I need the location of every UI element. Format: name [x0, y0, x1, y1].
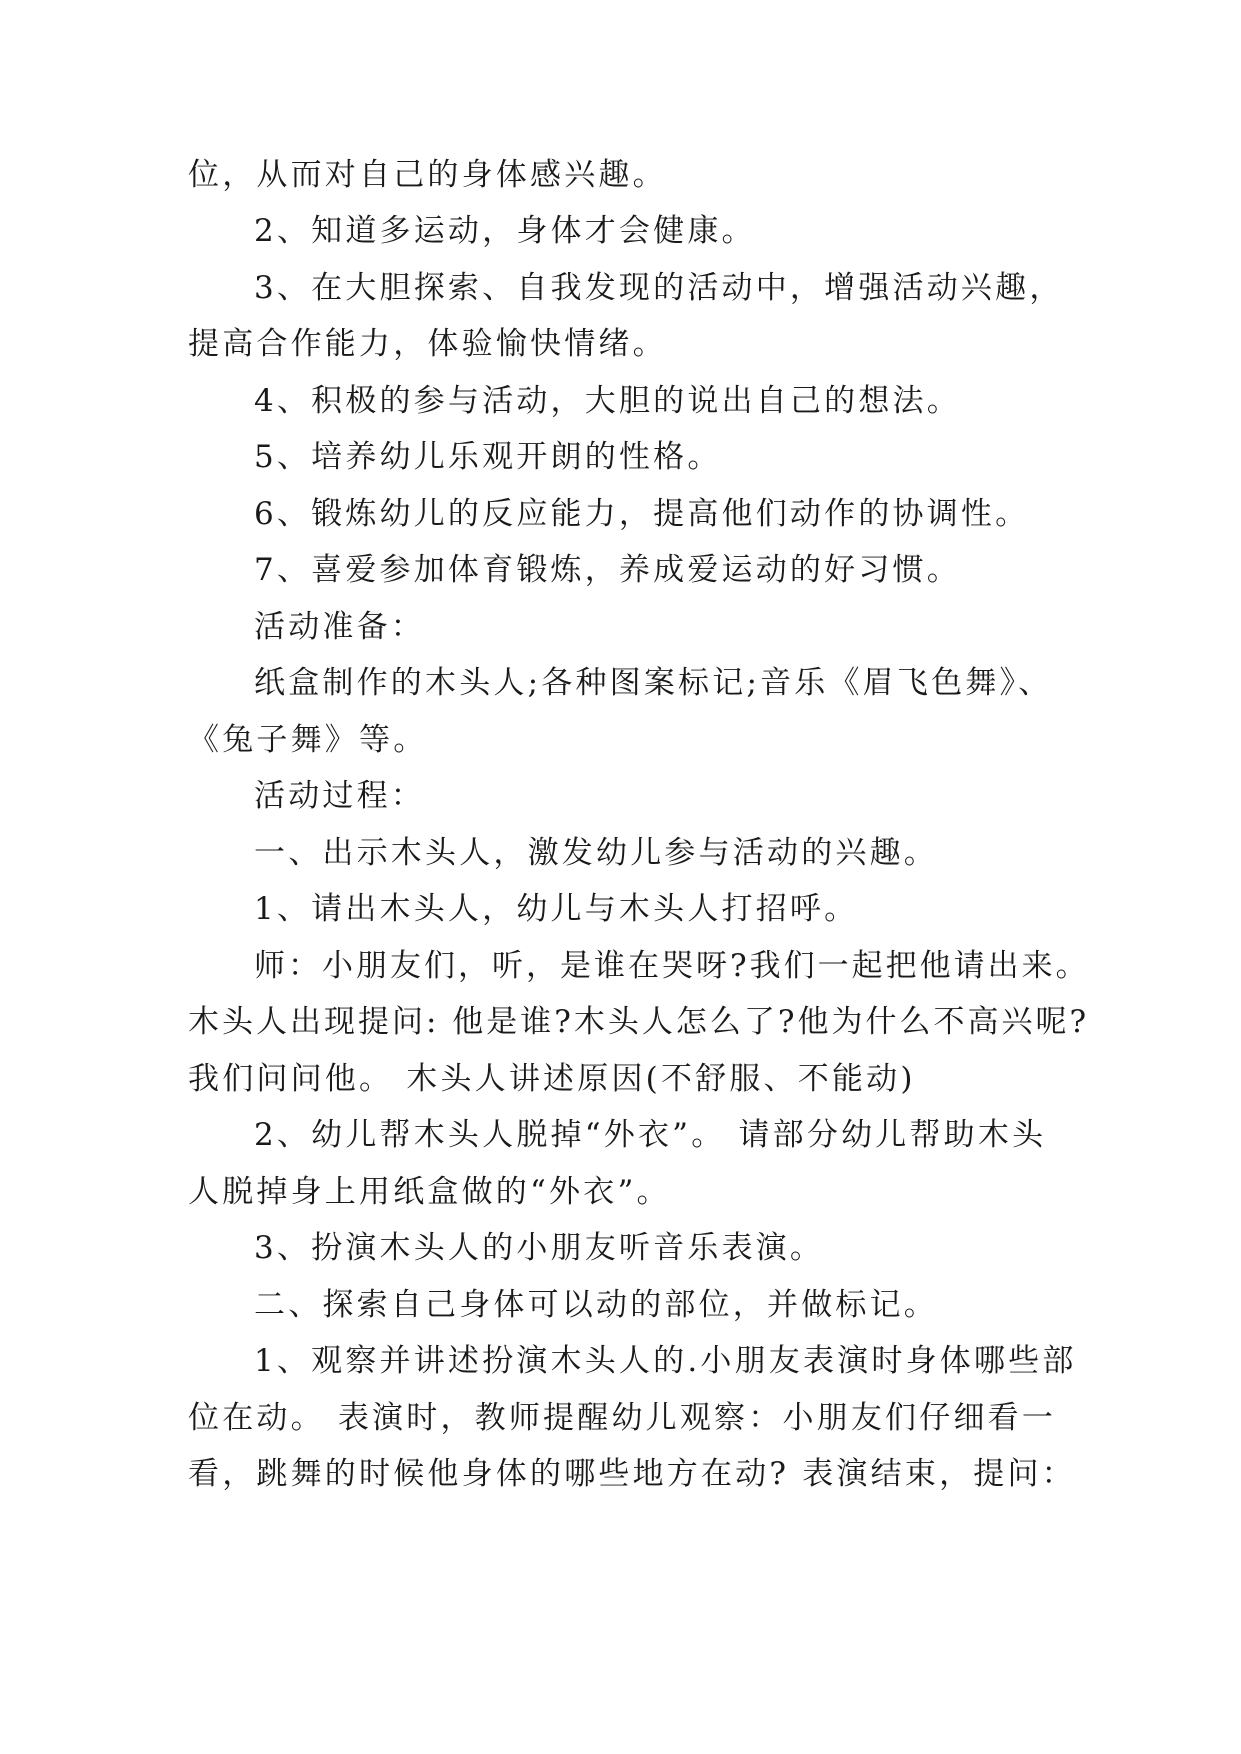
- text-line: 2、幼儿帮木头人脱掉“外衣”。 请部分幼儿帮助木头: [254, 1117, 1047, 1153]
- text-line: 看，跳舞的时候他身体的哪些地方在动? 表演结束，提问：: [188, 1456, 1076, 1492]
- section-heading: 活动过程：: [254, 778, 425, 814]
- text-line: 7、喜爱参加体育锻炼，养成爱运动的好习惯。: [254, 552, 961, 588]
- text-line: 木头人出现提问: 他是谁?木头人怎么了?他为什么不高兴呢?: [188, 1004, 1090, 1040]
- text-line: 位，从而对自己的身体感兴趣。: [188, 157, 667, 193]
- text-line: 1、请出木头人，幼儿与木头人打招呼。: [254, 891, 859, 927]
- text-line: 3、在大胆探索、自我发现的活动中，增强活动兴趣，: [254, 270, 1064, 306]
- text-line: 我们问问他。 木头人讲述原因(不舒服、不能动): [188, 1061, 916, 1097]
- text-line: 一、出示木头人，激发幼儿参与活动的兴趣。: [254, 835, 938, 871]
- text-line: 位在动。 表演时，教师提醒幼儿观察：小朋友们仔细看一: [188, 1400, 1057, 1436]
- text-line: 6、锻炼幼儿的反应能力，提高他们动作的协调性。: [254, 496, 1030, 532]
- text-line: 《兔子舞》等。: [188, 722, 428, 758]
- text-line: 5、培养幼儿乐观开朗的性格。: [254, 439, 722, 475]
- text-line: 二、探索自己身体可以动的部位，并做标记。: [254, 1287, 938, 1323]
- section-heading: 活动准备：: [254, 609, 425, 645]
- text-line: 2、知道多运动，身体才会健康。: [254, 213, 756, 249]
- text-line: 4、积极的参与活动，大胆的说出自己的想法。: [254, 383, 961, 419]
- text-line: 1、观察并讲述扮演木头人的.小朋友表演时身体哪些部: [254, 1343, 1077, 1379]
- text-line: 师：小朋友们，听，是谁在哭呀?我们一起把他请出来。: [254, 948, 1090, 984]
- text-line: 人脱掉身上用纸盒做的“外衣”。: [188, 1174, 671, 1210]
- text-line: 纸盒制作的木头人;各种图案标记;音乐《眉飞色舞》、: [254, 665, 1053, 701]
- text-line: 提高合作能力，体验愉快情绪。: [188, 326, 667, 362]
- text-line: 3、扮演木头人的小朋友听音乐表演。: [254, 1230, 825, 1266]
